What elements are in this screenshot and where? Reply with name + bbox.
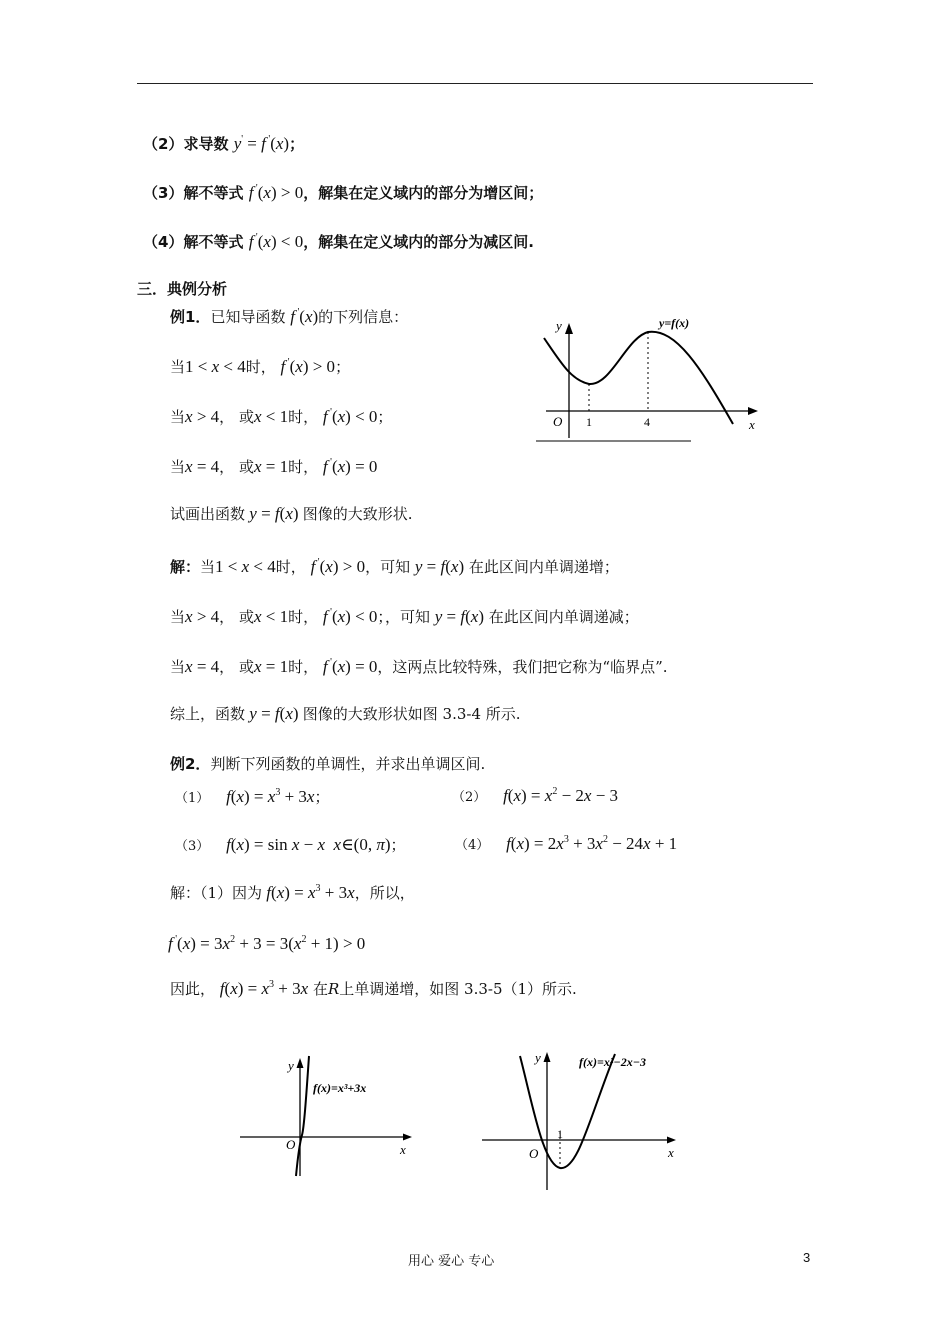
step-tail: ，解集在定义域内的部分为减区间. [303, 233, 534, 251]
condition-2 [170, 406, 392, 427]
item-math: $f(x) = x^2 - 2x - 3$ [503, 786, 619, 805]
y-label: y [288, 1058, 294, 1073]
graph-3-3-5-1 [236, 1050, 416, 1180]
result-math: f '(x) = 0 [322, 657, 378, 676]
line-tail: 在此区间内单调递增； [468, 558, 619, 576]
step-text: 解不等式 [183, 184, 244, 202]
example2-intro [170, 753, 485, 774]
func-math: $f(x) = x^3 + 3x$ [219, 979, 309, 998]
or-text: 或 [238, 608, 254, 626]
task-tail: 图像的大致形状. [302, 505, 413, 523]
condition-3 [170, 456, 377, 477]
item-number: （1） [175, 791, 210, 806]
graph-3-3-5-2 [478, 1046, 698, 1196]
cond-math: x = 4 [185, 657, 220, 676]
solution2-line1 [170, 882, 415, 903]
x-label: x [668, 1145, 674, 1160]
step-math: f '(x) > 0 [248, 183, 304, 202]
x-label: x [749, 417, 755, 432]
item-math: f(x) = sin x − x x∈(0, π) [226, 835, 391, 854]
example2-item-4 [455, 834, 677, 854]
when-text: 当 [170, 658, 186, 676]
or-text: 或 [238, 458, 254, 476]
func-math: y = f(x) [434, 607, 484, 626]
item-math: $f(x) = x^3 + 3x$ [226, 787, 315, 806]
intro-text: 已知导函数 [210, 308, 286, 326]
summary-pre: 综上，函数 [170, 705, 246, 723]
func-math: $f(x) = x^3 + 3x$ [266, 883, 355, 902]
curve-cubic [296, 1056, 309, 1176]
section-title: 三．典例分析 [137, 280, 228, 298]
result-math: f '(x) > 0 [280, 357, 336, 376]
cond-math: x < 1 [253, 407, 289, 426]
step-4 [143, 231, 534, 252]
result-math: f '(x) < 0 [322, 407, 378, 426]
curve-label: f(x)=x²−2x−3 [579, 1055, 646, 1069]
result-math: f '(x) = 0 [322, 457, 378, 476]
result-math: f '(x) > 0 [310, 557, 366, 576]
tick-1: 1 [557, 1127, 563, 1141]
step-number: （2） [143, 135, 184, 153]
or-text: 或 [238, 408, 254, 426]
or-text: 或 [238, 658, 254, 676]
item-number: （4） [455, 838, 490, 853]
task-line [170, 503, 413, 524]
example2-item-1 [175, 786, 329, 807]
when-text: 当 [170, 408, 186, 426]
kezhi-text: ，可知 [384, 608, 430, 626]
shi-text: 时， [275, 558, 306, 576]
conclusion-tail: 上单调递增，如图 3.3-5（1）所示. [339, 980, 577, 998]
example-label: 例1． [170, 308, 211, 326]
shi-text: 时， [288, 458, 319, 476]
example2-item-2 [452, 786, 618, 806]
func-math: y = f(x) [414, 557, 465, 576]
origin-label: O [286, 1137, 296, 1152]
y-label: y [556, 318, 562, 333]
solution2-conclusion [170, 978, 577, 999]
conclusion-pre: 因此， [170, 980, 216, 998]
page-number: 3 [803, 1250, 811, 1265]
curve-label: y=f(x) [659, 316, 690, 330]
task-math: y = f(x) [249, 504, 303, 523]
step-math: f '(x) < 0 [248, 232, 304, 251]
step-2 [143, 133, 304, 154]
semi-text: ； [335, 358, 351, 376]
y-arrow [565, 323, 573, 334]
derivative-math: f $'(x) = 3x^2 + 3 = 3(x^2 + 1) > 0$ [168, 934, 366, 953]
cond-math: x = 1 [253, 457, 289, 476]
curve-label: f(x)=x³+3x [313, 1081, 367, 1095]
cond-math: x > 4 [185, 407, 220, 426]
solution-label: 解： [170, 558, 201, 576]
r-symbol: R [327, 980, 340, 998]
step-number: （3） [143, 184, 184, 202]
x-label: x [400, 1142, 406, 1157]
item-tail: ； [314, 788, 330, 806]
step-3 [143, 182, 543, 203]
cond-math: x = 1 [253, 657, 289, 676]
tick-4: 4 [644, 415, 650, 429]
intro-math: f '(x) [290, 307, 319, 326]
task-text: 试画出函数 [170, 505, 246, 523]
shi-text: 时， [288, 408, 319, 426]
item-math: $f(x) = 2x^3 + 3x^2 - 24x + 1$ [506, 834, 678, 853]
when-text: 当 [170, 458, 186, 476]
x-arrow [403, 1134, 412, 1141]
step-tail: ； [289, 135, 305, 153]
solution1-summary [170, 703, 521, 724]
semi-text: ； [377, 408, 393, 426]
solution1-line3 [170, 656, 668, 677]
comma-text: ， [219, 458, 235, 476]
semi-text: ； [377, 608, 385, 626]
step-text: 求导数 [183, 135, 229, 153]
y-arrow [544, 1052, 551, 1062]
footer-motto: 用心 爱心 专心 [408, 1254, 495, 1269]
y-label: y [535, 1050, 541, 1065]
comma-text: ， [219, 408, 235, 426]
cond-math: 1 < x < 4 [215, 557, 276, 576]
solution-pre: 解：（1）因为 [170, 884, 263, 902]
cond-math: 1 < x < 4 [185, 357, 246, 376]
condition-1 [170, 356, 350, 377]
example-label: 例2． [170, 755, 211, 773]
comma-text: ， [219, 608, 235, 626]
when-text: 当 [170, 608, 186, 626]
line-tail: ，这两点比较特殊，我们把它称为“临界点”. [377, 658, 668, 676]
item-number: （3） [175, 839, 210, 854]
tick-1: 1 [586, 415, 592, 429]
func-math: y = f(x) [249, 704, 303, 723]
conclusion-mid: 在 [312, 980, 328, 998]
kezhi-text: ，可知 [365, 558, 411, 576]
step-number: （4） [143, 233, 184, 251]
cond-math: x = 4 [185, 457, 220, 476]
origin-label: O [553, 414, 563, 429]
solution2-derivative [168, 934, 365, 954]
solution1-line1 [170, 556, 619, 577]
y-arrow [297, 1058, 304, 1068]
intro-tail: 的下列信息： [318, 308, 409, 326]
step-text: 解不等式 [183, 233, 244, 251]
shi-text: 时， [288, 608, 319, 626]
line-tail: 在此区间内单调递减； [488, 608, 639, 626]
item-number: （2） [452, 790, 487, 805]
solution1-line2 [170, 606, 639, 627]
example2-item-3 [175, 834, 406, 855]
cond-math: x > 4 [185, 607, 220, 626]
item-tail: ； [390, 836, 406, 854]
origin-label: O [529, 1146, 539, 1161]
example1-intro [170, 306, 408, 327]
graph-3-3-4 [536, 308, 766, 448]
x-arrow [667, 1137, 676, 1144]
when-text: 当 [200, 558, 216, 576]
comma-text: ， [219, 658, 235, 676]
solution-tail: ，所以， [354, 884, 415, 902]
step-tail: ，解集在定义域内的部分为增区间； [303, 184, 544, 202]
when-text: 当 [170, 358, 186, 376]
shi-text: 时， [288, 658, 319, 676]
step-math: y' = f '(x) [233, 134, 290, 153]
x-arrow [748, 407, 758, 415]
example-text: 判断下列函数的单调性，并求出单调区间. [210, 755, 486, 773]
shi-text: 时， [245, 358, 276, 376]
curve-y-f-x [544, 332, 733, 424]
cond-math: x < 1 [253, 607, 289, 626]
summary-tail: 图像的大致形状如图 3.3-4 所示. [302, 705, 521, 723]
header-rule [137, 83, 813, 84]
result-math: f '(x) < 0 [322, 607, 378, 626]
